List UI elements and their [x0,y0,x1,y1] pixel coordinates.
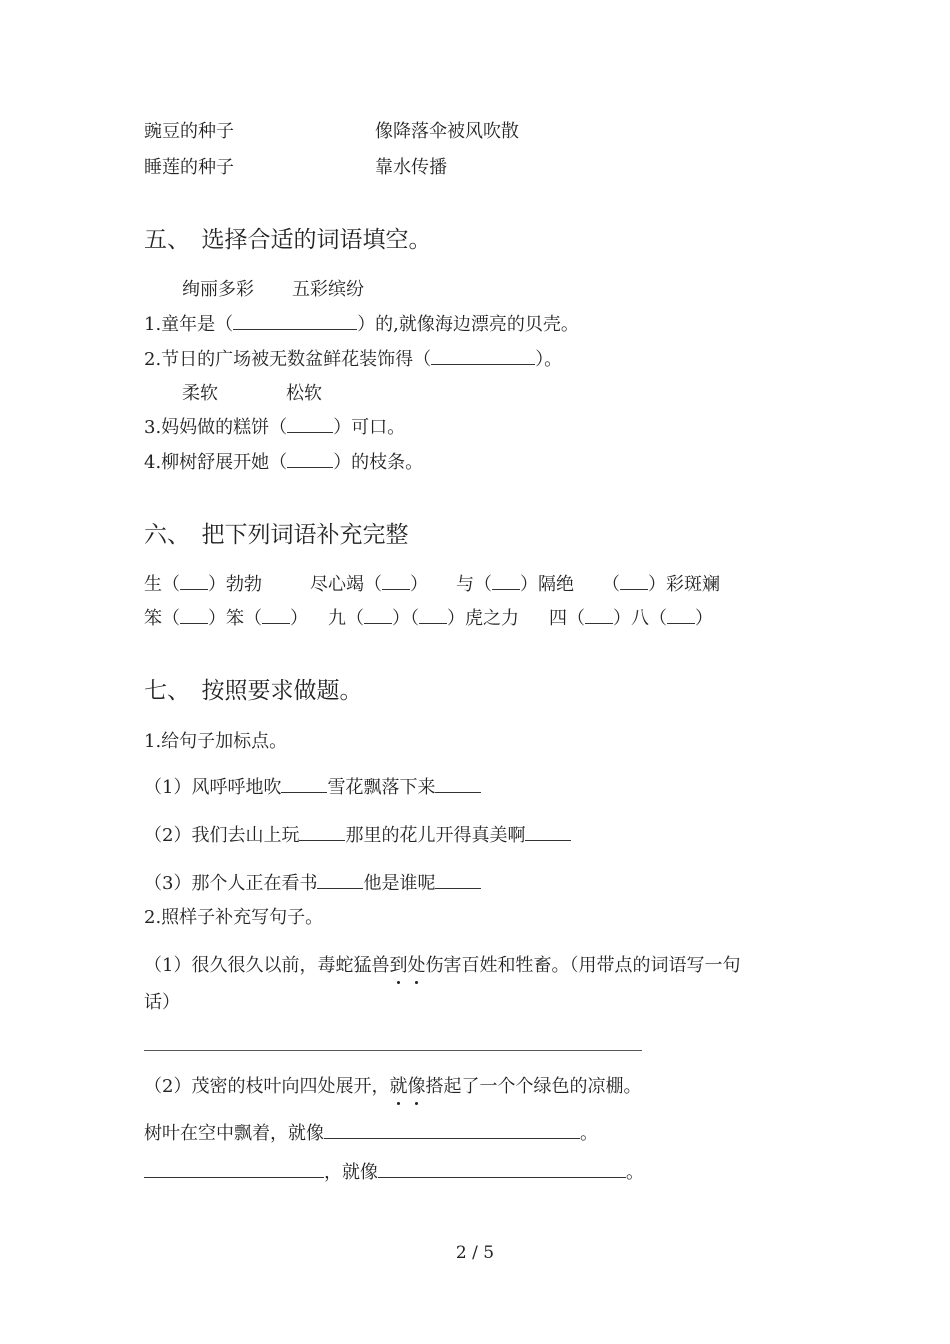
answer-blank[interactable] [419,609,447,624]
idiom-text: ） [290,608,308,629]
word-option: 绚丽多彩 [182,279,254,300]
sentence-text: 那里的花儿开得真美啊 [345,825,526,846]
answer-blank[interactable] [435,874,481,889]
idiom-text: ）（ [392,608,419,629]
writing-line[interactable] [144,1050,642,1051]
dotted-char: 到 [389,955,408,976]
idiom-text: 尽心竭（ [310,574,382,595]
idiom-item [144,608,308,629]
sentence-text: 树叶在空中飘着，就像 [144,1123,324,1144]
idiom-text: ）八（ [613,608,667,629]
sentence-text: 雪花飘落下来 [327,777,436,798]
idiom-item [549,608,713,629]
answer-blank[interactable] [525,826,571,841]
answer-blank[interactable] [667,609,695,624]
idiom-text: ） [695,608,713,629]
sentence-text: 搭起了一个个绿色的凉棚。 [425,1076,642,1097]
question-5-1 [144,313,579,337]
idiom-item [602,574,720,595]
dotted-char: 处 [407,955,426,976]
question-text: ）可口。 [333,417,406,438]
answer-blank[interactable] [620,575,648,590]
idiom-text: ）笨（ [208,608,262,629]
answer-blank[interactable] [585,609,613,624]
answer-blank[interactable] [180,575,208,590]
match-left-1: 豌豆的种子 [144,121,234,142]
fill-sentence-1 [144,1122,598,1146]
idiom-text: ）隔绝 [520,574,574,595]
answer-blank[interactable] [180,609,208,624]
sentence-text: 。 [626,1162,644,1183]
match-left-2: 睡莲的种子 [144,157,234,178]
answer-blank[interactable] [299,826,345,841]
section5-title: 五、 选择合适的词语填空。 [144,227,432,253]
question-5-3 [144,416,405,440]
answer-blank[interactable] [281,778,327,793]
idiom-text: 笨（ [144,608,180,629]
fill-sentence-2 [144,1161,644,1185]
answer-blank[interactable] [317,874,363,889]
answer-blank[interactable] [364,609,392,624]
idiom-row-2 [144,607,713,631]
idiom-text: （ [602,574,620,595]
question-text: ）的枝条。 [333,452,424,473]
question-text: 1.童年是（ [144,314,234,335]
word-bank-b [182,382,322,406]
word-option: 五彩缤纷 [292,279,364,300]
sentence-text: ，就像 [324,1162,378,1183]
example-1 [144,954,740,978]
idiom-text: 四（ [549,608,585,629]
section6-title: 六、 把下列词语补充完整 [144,522,409,548]
section7-title: 七、 按照要求做题。 [144,678,363,704]
sentence-text: （1）很久很久以前，毒蛇猛兽 [144,955,390,976]
match-right-2: 靠水传播 [375,157,447,178]
punct-sentence-2 [144,824,571,848]
idiom-text: 九（ [328,608,364,629]
word-bank-a [182,278,364,302]
punct-sentence-3 [144,872,481,896]
answer-blank[interactable] [233,315,357,330]
word-option: 柔软 [182,383,218,404]
answer-blank[interactable] [144,1163,324,1178]
answer-blank[interactable] [287,418,333,433]
answer-blank[interactable] [492,575,520,590]
word-option: 松软 [286,383,322,404]
question-text: 4.柳树舒展开她（ [144,452,288,473]
question-text: 3.妈妈做的糕饼（ [144,417,288,438]
answer-blank[interactable] [287,453,333,468]
page-number: 2 / 5 [455,1243,495,1263]
match-right-1: 像降落伞被风吹散 [375,121,519,142]
question-5-2 [144,348,562,372]
task-2-title: 2.照样子补充写句子。 [144,907,324,928]
idiom-text: ）彩斑斓 [648,574,720,595]
answer-blank[interactable] [435,778,481,793]
punct-sentence-1 [144,776,481,800]
answer-blank[interactable] [324,1124,580,1139]
answer-blank[interactable] [378,1163,626,1178]
question-text: 2.节日的广场被无数盆鲜花装饰得（ [144,349,432,370]
sentence-text: （2）我们去山上玩 [144,825,300,846]
idiom-item [144,574,262,595]
idiom-item [456,574,574,595]
idiom-text: 生（ [144,574,180,595]
answer-blank[interactable] [262,609,290,624]
idiom-row-1 [144,573,720,597]
sentence-text: 。 [580,1123,598,1144]
task-1-title: 1.给句子加标点。 [144,731,288,752]
idiom-text: ） [410,574,428,595]
idiom-item [328,608,519,629]
idiom-item [310,574,428,595]
example-1-cont: 话） [144,992,180,1013]
dotted-char: 就 [389,1076,408,1097]
idiom-text: ）虎之力 [447,608,519,629]
idiom-text: ）勃勃 [208,574,262,595]
idiom-text: 与（ [456,574,492,595]
question-text: ）的,就像海边漂亮的贝壳。 [357,314,579,335]
sentence-text: （2）茂密的枝叶向四处展开， [144,1076,390,1097]
sentence-text: （3）那个人正在看书 [144,873,318,894]
sentence-text: （1）风呼呼地吹 [144,777,282,798]
example-2 [144,1075,641,1099]
answer-blank[interactable] [431,350,535,365]
dotted-char: 像 [407,1076,426,1097]
question-5-4 [144,451,423,475]
question-text: ）。 [535,349,563,370]
answer-blank[interactable] [382,575,410,590]
sentence-text: 他是谁呢 [363,873,436,894]
sentence-text: 伤害百姓和牲畜。（用带点的词语写一句 [425,955,741,976]
